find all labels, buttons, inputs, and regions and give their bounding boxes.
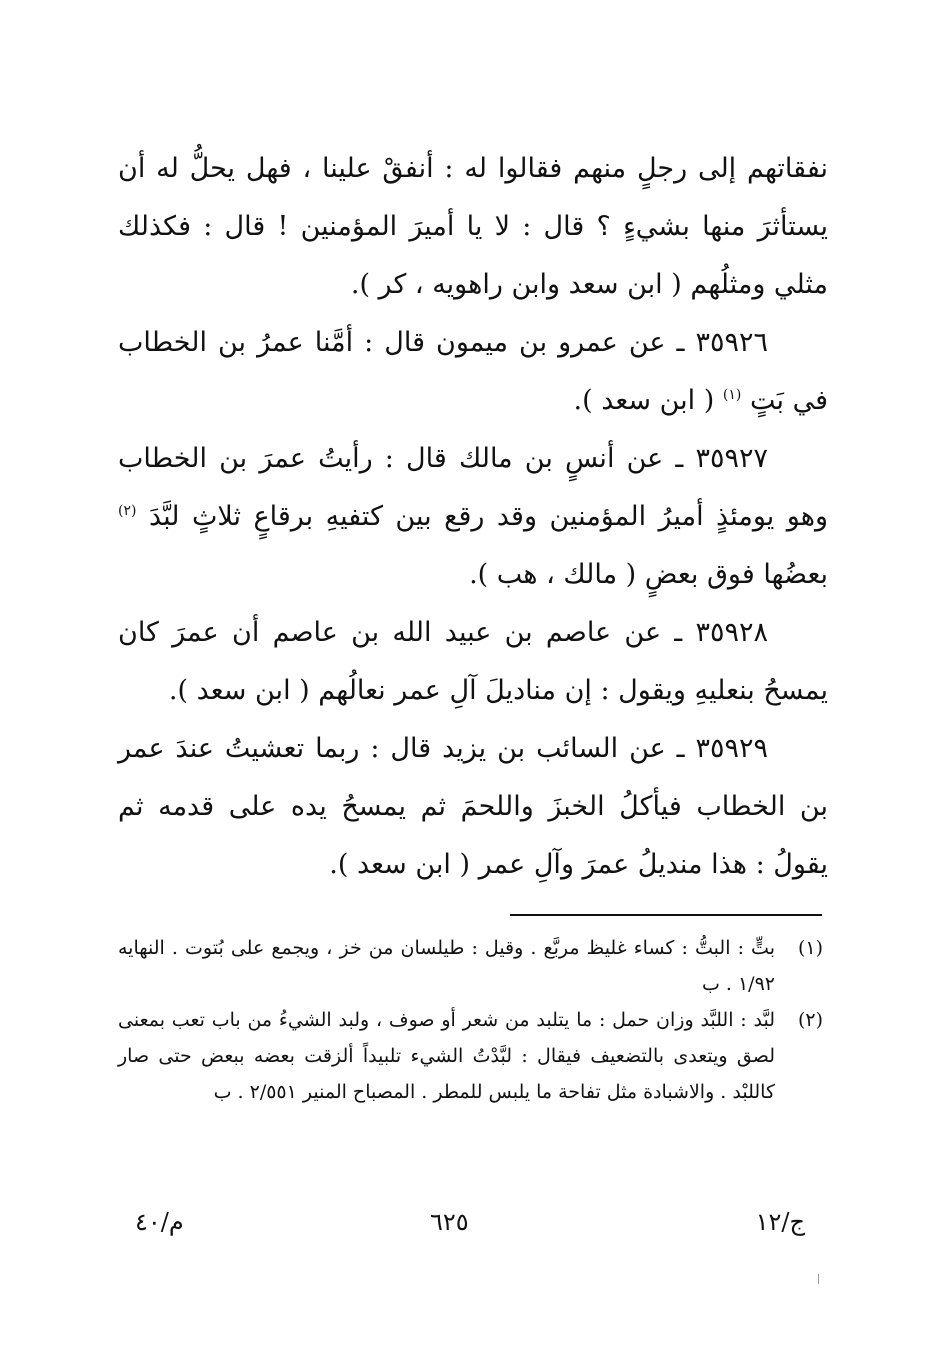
hadith-35926 [118,314,828,430]
scan-mark [818,1274,819,1284]
footnote-number: (٢) [797,1009,823,1031]
paragraph-text: ٣٥٩٢٦ ـ عن عمرو بن ميمون قال : أمَّنا عمرُ بن الخطاب في بَتٍ [118,327,828,416]
paragraph-text: ( ابن سعد ). [573,385,715,416]
paragraph-text: ٣٥٩٢٨ ـ عن عاصم بن عبيد الله بن عاصم أن عمرَ كان يمسحُ بنعليهِ ويقول : إن مناديلَ آلِ عمر نعالُهم ( ابن سعد ). [118,617,828,706]
footnote-text: لبَّد : اللبَّد وزان حمل : ما يتلبد من شعر أو صوف ، ولبد الشيءُ من باب تعب بمعنى لصق ويتعدى بالتضعيف فيقال : لبَّدْتُ الشيء تلبيداً ألزقت بعضه ببعض حتى صار كاللبْد . والاشبادة مثل تفاحة ما يلبس للمطر . المصباح المنير ٢/٥٥١ . ب [118,1009,775,1103]
footnote-1 [118,930,823,1002]
hadith-35929 [118,720,828,894]
footnote-number: (١) [797,937,823,959]
hadith-35928 [118,604,828,720]
volume-label: ج/١٢ [755,1208,805,1236]
paragraph-text: بعضُها فوق بعضٍ ( مالك ، هب ). [469,559,828,590]
paragraph-continuation [118,140,828,314]
footnote-2 [118,1002,823,1110]
main-text [118,140,828,894]
footnote-marker-2: (٢) [118,503,137,519]
footnote-text: بتٍّ : البتُّ : كساء غليظ مربَّع . وقيل : طيلسان من خز ، ويجمع على بُتوت . النهايه ١/٩٢ . ب [118,937,775,995]
paragraph-text: ٣٥٩٢٧ ـ عن أنسٍ بن مالك قال : رأيتُ عمرَ بن الخطاب وهو يومئذٍ أميرُ المؤمنين وقد رقع بين كتفيهِ برقاعٍ ثلاثٍ لبَّدَ [118,443,828,532]
hadith-35927 [118,430,828,604]
page-number: ٦٢٥ [430,1208,469,1236]
page-footer [0,1208,925,1248]
footnotes [118,930,823,1110]
footnote-separator [510,914,822,916]
footnote-marker-1: (١) [722,387,742,403]
paragraph-text: ٣٥٩٢٩ ـ عن السائب بن يزيد قال : ربما تعشيتُ عندَ عمر بن الخطاب فيأكلُ الخبزَ واللحمَ ثم يمسحُ يده على قدمه ثم يقولُ : هذا منديلُ عمرَ وآلِ عمر ( ابن سعد ). [118,733,828,880]
paragraph-text: نفقاتهم إلى رجلٍ منهم فقالوا له : أنفقْ علينا ، فهل يحلُّ له أن يستأثرَ منها بشيءٍ ؟ قال : لا يا أميرَ المؤمنين ! قال : فكذلك مثلي ومثلُهم ( ابن سعد وابن راهويه ، كر ). [118,153,828,300]
signature-code: م/٤٠ [135,1208,184,1236]
